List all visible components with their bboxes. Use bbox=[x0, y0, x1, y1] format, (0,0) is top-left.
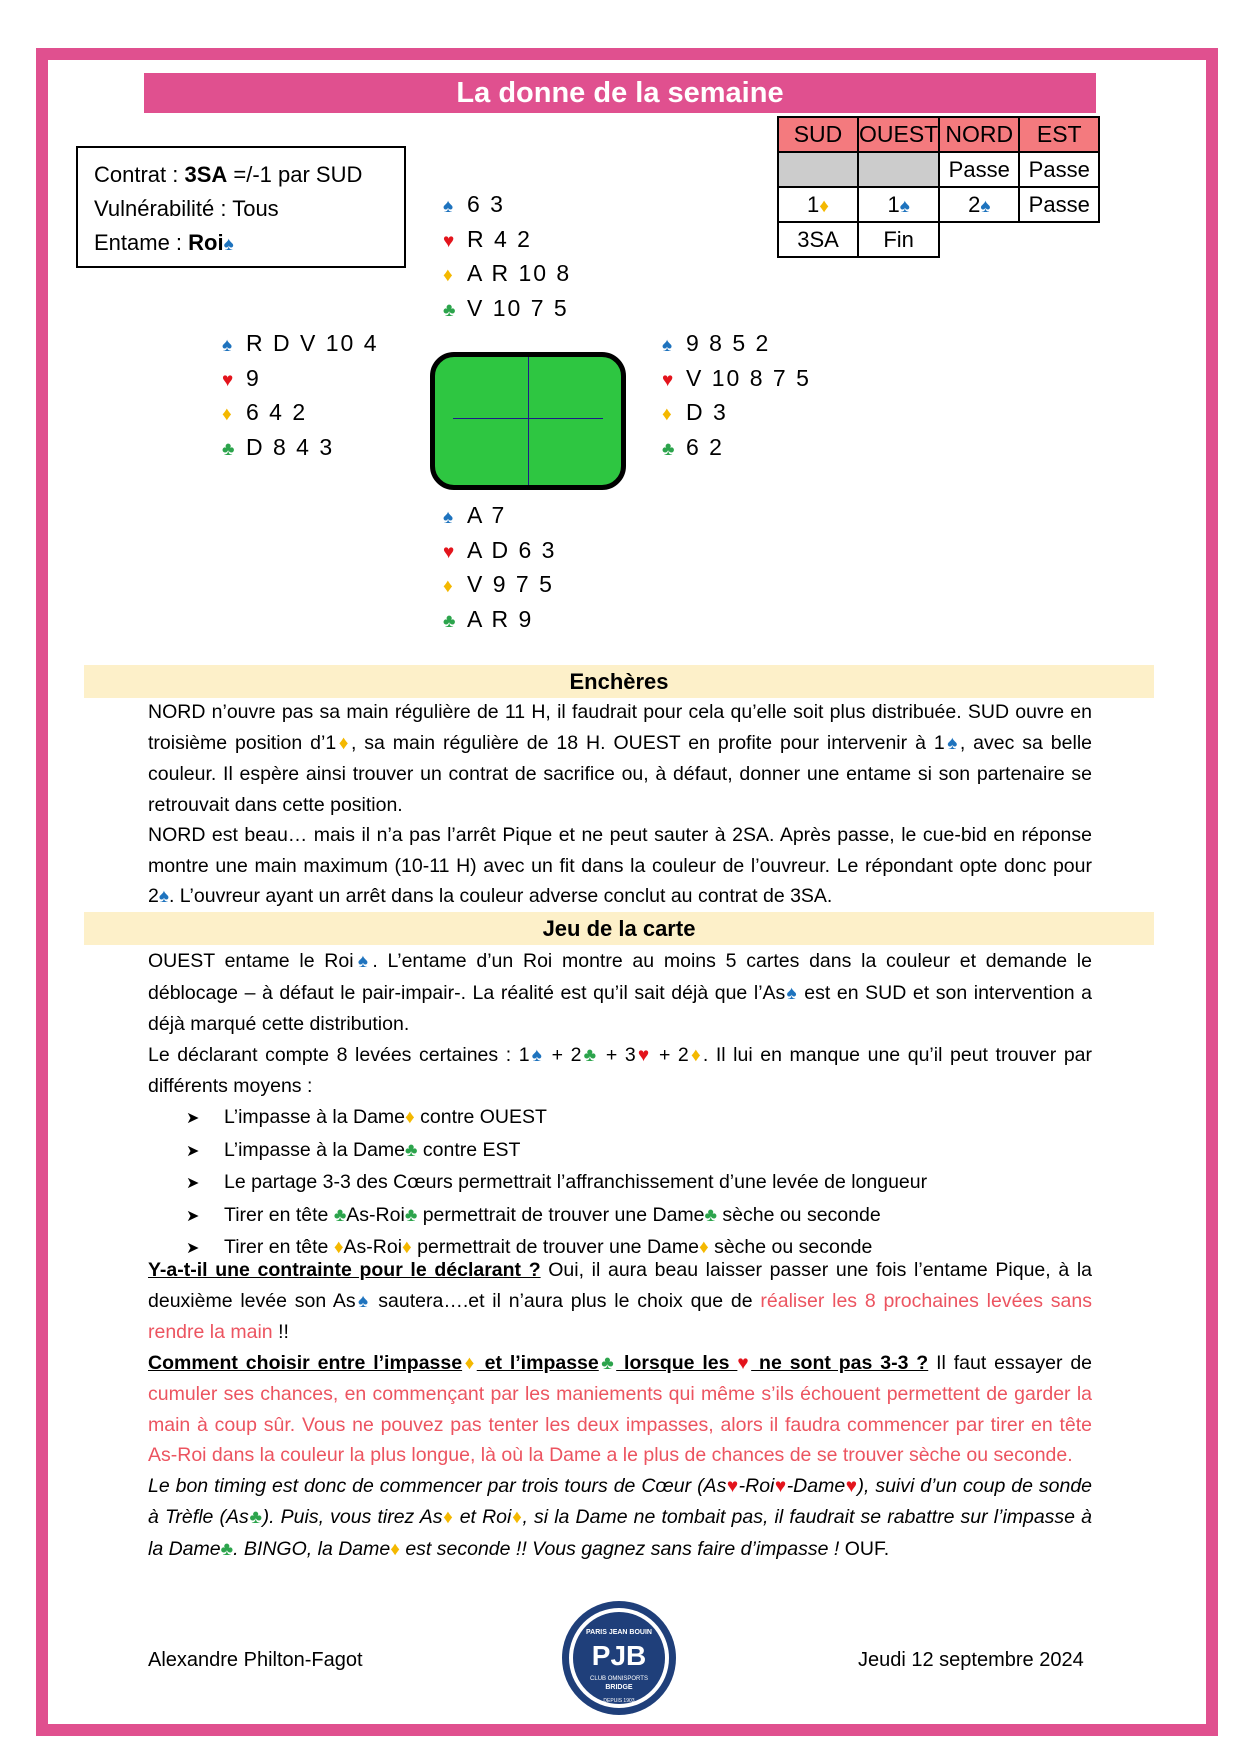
contract-box bbox=[76, 146, 406, 268]
club-icon: ♣ bbox=[333, 1204, 347, 1226]
options-list bbox=[186, 1102, 927, 1265]
arrow-bullet-icon: ➤ bbox=[186, 1142, 200, 1160]
bid-cell bbox=[858, 152, 939, 187]
club-icon: ♣ bbox=[404, 1204, 418, 1226]
club-logo bbox=[559, 1598, 679, 1718]
club-icon: ♣ bbox=[248, 1507, 263, 1528]
diamond-icon: ♦ bbox=[698, 1237, 709, 1258]
header-nord: NORD bbox=[939, 117, 1019, 152]
spade-icon: ♠ bbox=[443, 196, 454, 217]
heart-icon: ♥ bbox=[662, 369, 674, 391]
club-icon: ♣ bbox=[405, 1139, 418, 1161]
bidding-row bbox=[778, 222, 1099, 257]
arrow-bullet-icon: ➤ bbox=[186, 1175, 200, 1192]
hand-north: ♠ 6 3 ♥ R 4 2 ♦ A R 10 8 ♣ V 10 7 5 bbox=[443, 187, 571, 325]
date: Jeudi 12 septembre 2024 bbox=[858, 1649, 1084, 1671]
author: Alexandre Philton-Fagot bbox=[148, 1649, 363, 1671]
encheres-text: NORD n’ouvre pas sa main régulière de 11 H, il faudrait pour cela qu’elle soit plus distribuée. SUD ouvre en troisième position d’1♦, sa main régulière de 18 H. OUEST en profite pour intervenir à 1♠, avec sa belle couleur. Il espère ainsi trouver un contrat de sacrifice ou, à défaut, donner une entame si son partenaire se retrouvait dans cette position. NORD est beau… mais il n’a pas l’arrêt Pique et ne peut sauter à 2SA. Après passe, le cue-bid en réponse montre une main maximum (10-11 H) avec un fit dans la couleur de l’ouvreur. Le répondant opte donc pour 2♠. L’ouvreur ayant un arrêt dans la couleur adverse conclut au contrat de 3SA. bbox=[148, 701, 1093, 907]
diamond-icon: ♦ bbox=[462, 1352, 477, 1374]
diamond-icon: ♦ bbox=[222, 404, 232, 425]
club-icon: ♣ bbox=[443, 610, 456, 632]
list-item: ➤ L’impasse à la Dame♣ contre EST bbox=[186, 1135, 927, 1168]
bidding-row bbox=[778, 152, 1099, 187]
diamond-icon: ♦ bbox=[688, 1044, 703, 1066]
section-heading-encheres: Enchères bbox=[84, 665, 1154, 698]
diamond-icon: ♦ bbox=[443, 576, 453, 597]
analysis-text bbox=[148, 1255, 1092, 1565]
bid-cell: 1♦ bbox=[778, 187, 858, 222]
svg-text:PARIS JEAN BOUIN: PARIS JEAN BOUIN bbox=[586, 1629, 652, 1636]
arrow-bullet-icon: ➤ bbox=[186, 1240, 200, 1257]
timing-paragraph: Le bon timing est donc de commencer par trois tours de Cœur (As♥-Roi♥-Dame♥), suivi d’un coup de sonde à Trèfle (As♣). Puis, vous tirez As♦ et Roi♦, si la Dame ne tombait pas, il faudrait se rabattre sur l’impasse à la Dame♣. BINGO, la Dame♦ est seconde !! Vous gagnez sans faire d’impasse ! OUF. bbox=[148, 1474, 1093, 1560]
club-icon: ♣ bbox=[581, 1044, 599, 1066]
club-icon: ♣ bbox=[222, 438, 235, 460]
list-item: ➤ Le partage 3-3 des Cœurs permettrait l’affranchissement d’une levée de longueur bbox=[186, 1167, 927, 1200]
bid-cell: 2♠ bbox=[939, 187, 1019, 222]
header-ouest: OUEST bbox=[858, 117, 939, 152]
vulnerability-line: Vulnérabilité : Tous bbox=[94, 196, 279, 221]
diamond-icon: ♦ bbox=[390, 1538, 400, 1560]
spade-icon: ♠ bbox=[158, 886, 169, 907]
diamond-icon: ♦ bbox=[336, 732, 351, 754]
svg-text:DEPUIS 1903: DEPUIS 1903 bbox=[603, 1698, 635, 1704]
diamond-icon: ♦ bbox=[405, 1107, 415, 1128]
diamond-icon: ♦ bbox=[443, 265, 453, 286]
spade-icon: ♠ bbox=[899, 195, 910, 217]
section-heading-jeu: Jeu de la carte bbox=[84, 912, 1154, 945]
bid-cell bbox=[778, 152, 858, 187]
hand-west: ♠ R D V 10 4 ♥ 9 ♦ 6 4 2 ♣ D 8 4 3 bbox=[222, 326, 379, 464]
bid-cell: 1♠ bbox=[858, 187, 939, 222]
spade-icon: ♠ bbox=[529, 1044, 545, 1066]
spade-icon: ♠ bbox=[222, 335, 233, 356]
list-item: ➤ Tirer en tête ♣As-Roi♣ permettrait de trouver une Dame♣ sèche ou seconde bbox=[186, 1200, 927, 1233]
bidding-header-row bbox=[778, 117, 1099, 152]
arrow-bullet-icon: ➤ bbox=[186, 1110, 200, 1127]
heart-icon: ♥ bbox=[635, 1044, 652, 1066]
hand-south: ♠ A 7 ♥ A D 6 3 ♦ V 9 7 5 ♣ A R 9 bbox=[443, 498, 556, 636]
heart-icon: ♥ bbox=[726, 1475, 739, 1497]
choisir-paragraph: Comment choisir entre l’impasse♦ et l’impasse♣ lorsque les ♥ ne sont pas 3-3 ? Il faut essayer de cumuler ses chances, en commençant par les maniements qui même s’ils échouent permettent de garder la main à coup sûr. Vous ne pouvez pas tenter les deux impasses, alors il faudra commencer par tirer en tête As-Roi dans la couleur la plus longue, là où la Dame a le plus de chances de se trouver sèche ou seconde. bbox=[148, 1351, 1093, 1466]
diamond-icon: ♦ bbox=[662, 404, 672, 425]
arrow-bullet-icon: ➤ bbox=[186, 1207, 200, 1225]
heart-icon: ♥ bbox=[774, 1475, 787, 1497]
hand-east: ♠ 9 8 5 2 ♥ V 10 8 7 5 ♦ D 3 ♣ 6 2 bbox=[662, 326, 811, 464]
lead-line: Entame : Roi♠ bbox=[94, 230, 234, 255]
jeu-text: OUEST entame le Roi♠. L’entame d’un Roi montre au moins 5 cartes dans la couleur et demande le déblocage – à défaut le pair-impair-. La réalité est qu’il sait déjà que l’As♠ est en SUD et son intervention a déjà marqué cette distribution. Le déclarant compte 8 levées certaines : 1♠ + 2♣ + 3♥ + 2♦. Il lui en manque une qu’il peut trouver par différents moyens : bbox=[148, 950, 1093, 1097]
bidding-table bbox=[777, 116, 1100, 258]
diamond-icon: ♦ bbox=[333, 1237, 344, 1258]
diamond-icon: ♦ bbox=[511, 1507, 523, 1528]
heart-icon: ♥ bbox=[443, 541, 455, 563]
svg-text:CLUB OMNISPORTS: CLUB OMNISPORTS bbox=[590, 1676, 648, 1682]
heart-icon: ♥ bbox=[222, 369, 234, 391]
bid-cell: 3SA bbox=[778, 222, 858, 257]
svg-text:BRIDGE: BRIDGE bbox=[605, 1684, 633, 1691]
bid-cell: Passe bbox=[1019, 187, 1099, 222]
club-icon: ♣ bbox=[598, 1352, 617, 1374]
diamond-icon: ♦ bbox=[402, 1237, 412, 1258]
spade-icon: ♠ bbox=[662, 335, 673, 356]
spade-icon: ♠ bbox=[353, 951, 373, 972]
bid-cell: Fin bbox=[858, 222, 939, 257]
bidding-row bbox=[778, 187, 1099, 222]
spade-icon: ♠ bbox=[980, 195, 991, 217]
header-est: EST bbox=[1019, 117, 1099, 152]
club-icon: ♣ bbox=[220, 1538, 234, 1560]
club-icon: ♣ bbox=[704, 1204, 717, 1226]
contrainte-paragraph: Y-a-t-il une contrainte pour le déclarant ? Oui, il aura beau laisser passer une fois l’entame Pique, à la deuxième levée son As♠ sautera….et il n’aura plus le choix que de réaliser les 8 prochaines levées sans rendre la main !! bbox=[148, 1259, 1092, 1343]
heart-icon: ♥ bbox=[845, 1475, 858, 1497]
list-item: ➤ Tirer en tête ♦As-Roi♦ permettrait de trouver une Dame♦ sèche ou seconde bbox=[186, 1232, 927, 1265]
contract-line: Contrat : 3SA =/-1 par SUD bbox=[94, 162, 363, 187]
diamond-icon: ♦ bbox=[442, 1507, 454, 1528]
heart-icon: ♥ bbox=[443, 230, 455, 252]
spade-icon: ♠ bbox=[785, 982, 798, 1004]
list-item: ➤ L’impasse à la Dame♦ contre OUEST bbox=[186, 1102, 927, 1135]
card-table bbox=[430, 352, 626, 490]
spade-icon: ♠ bbox=[944, 732, 960, 754]
header-sud: SUD bbox=[778, 117, 858, 152]
spade-icon: ♠ bbox=[443, 507, 454, 528]
bid-cell: Passe bbox=[939, 152, 1019, 187]
bid-cell: Passe bbox=[1019, 152, 1099, 187]
club-icon: ♣ bbox=[443, 299, 456, 321]
spade-icon: ♠ bbox=[223, 234, 234, 255]
club-icon: ♣ bbox=[662, 438, 675, 460]
page-title: La donne de la semaine bbox=[144, 73, 1096, 113]
spade-icon: ♠ bbox=[355, 1290, 371, 1312]
svg-text:PJB: PJB bbox=[591, 1640, 647, 1671]
heart-icon: ♥ bbox=[737, 1352, 752, 1374]
diamond-icon: ♦ bbox=[819, 195, 829, 217]
